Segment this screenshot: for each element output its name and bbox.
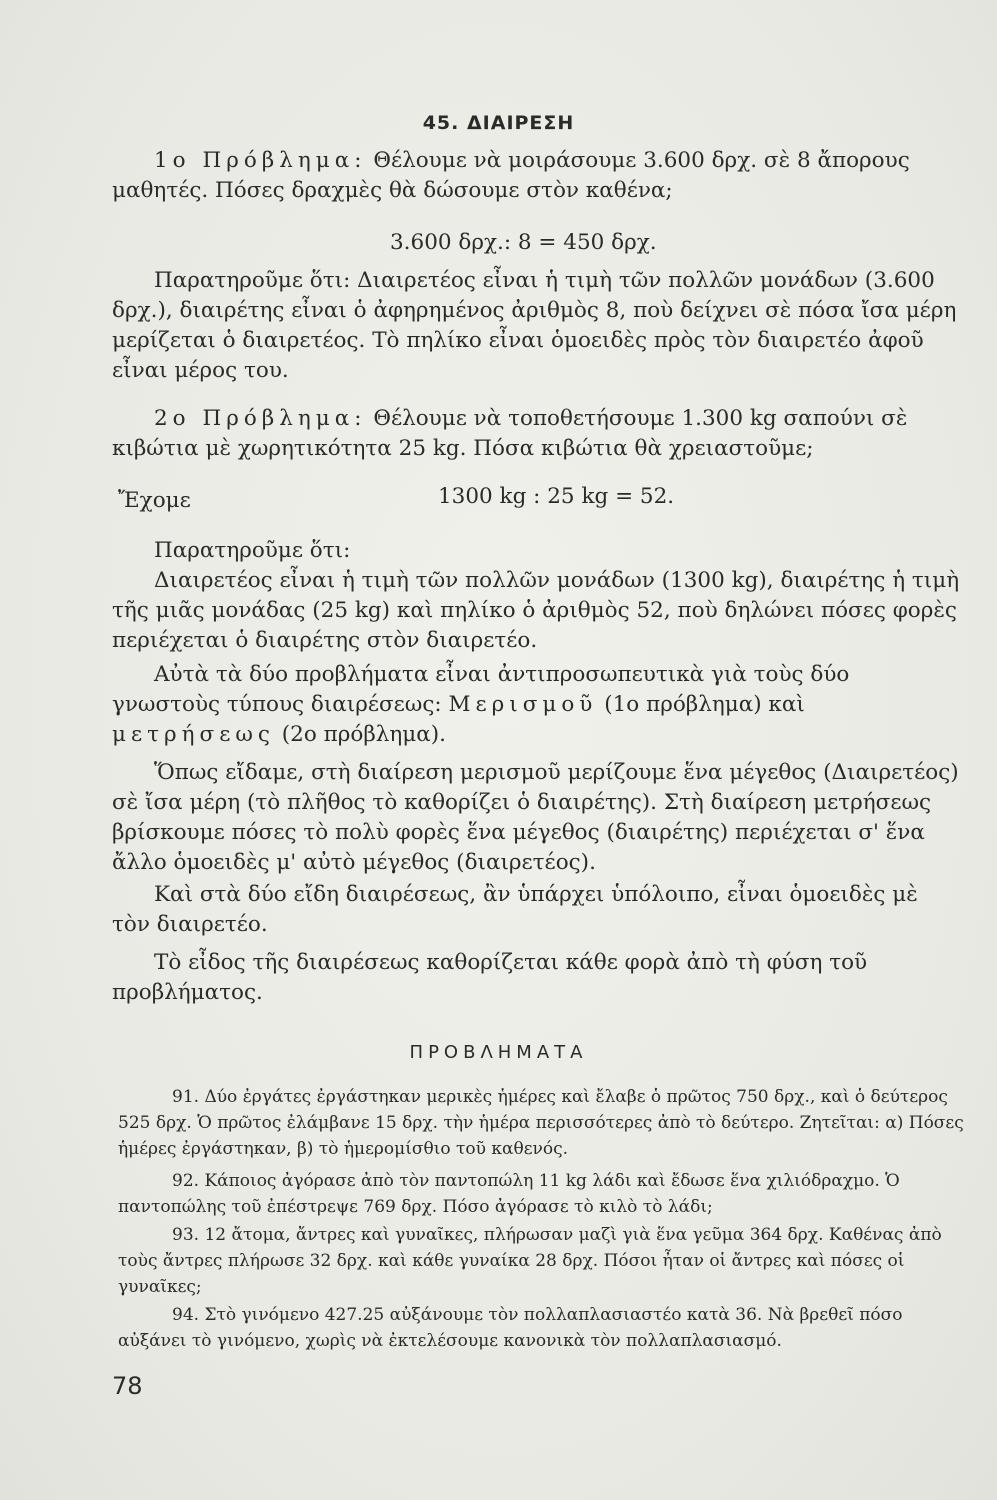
summary-text: Αὐτὰ τὰ δύο προβλήματα εἶναι ἀντιπροσωπευτικὰ γιὰ τοὺς δύο γνωστοὺς τύπους διαιρέσεως: <box>112 662 850 717</box>
page-number: 78 <box>112 1372 143 1400</box>
exercise-93: 93. 12 ἄτομα, ἄντρες καὶ γυναῖκες, πλήρωσαν μαζὶ γιὰ ἕνα γεῦμα 364 δρχ. Καθένας ἀπὸ τοὺς ἄντρες πλήρωσε 32 δρχ. καὶ κάθε γυναίκα 28 δρχ. Πόσοι ἦταν οἱ ἄντρες καὶ πόσες οἱ γυναῖκες; <box>118 1225 942 1297</box>
exercise-92: 92. Κάποιος ἀγόρασε ἀπὸ τὸν παντοπώλη 11 kg λάδι καὶ ἔδωσε ἕνα χιλιόδραχμο. Ὁ παντοπώλης τοῦ ἐπέστρεψε 769 δρχ. Πόσο ἀγόρασε τὸ κιλὸ τὸ λάδι; <box>118 1171 900 1217</box>
section-heading: 45. ΔΙΑΙΡΕΣΗ <box>422 112 575 134</box>
exercise-91: 91. Δύο ἐργάτες ἐργάστηκαν μερικὲς ἡμέρες καὶ ἔλαβε ὁ πρῶτος 750 δρχ., καὶ ὁ δεύτερος 525 δρχ. Ὁ πρῶτος ἐλάμβανε 15 δρχ. τὴν ἡμέρα περισσότερες ἀπὸ τὸ δεύτερο. Ζητεῖται: α) Πόσες ἡμέρες ἐργάστηκαν, β) τὸ ἡμερομίσθιο τοῦ καθενός. <box>118 1087 964 1159</box>
problem-2 <box>112 404 962 464</box>
problem-2-observation: Διαιρετέος εἶναι ἡ τιμὴ τῶν πολλῶν μονάδων (1300 kg), διαιρέτης ἡ τιμὴ τῆς μιᾶς μονάδας (25 kg) καὶ πηλίκο ὁ ἀριθμὸς 52, ποὺ δηλώνει πόσες φορὲς περιέχεται ὁ διαιρέτης στὸν διαιρετέο. <box>112 568 960 653</box>
summary-paragraph-1 <box>112 660 962 750</box>
term-metriseos: μετρήσεως <box>112 722 275 747</box>
problem-1-equation: 3.600 δρχ.: 8 = 450 δρχ. <box>390 230 657 255</box>
summary-paragraph-2: Ὅπως εἴδαμε, στὴ διαίρεση μερισμοῦ μερίζουμε ἕνα μέγεθος (Διαιρετέος) σὲ ἴσα μέρη (τὸ πλῆθος τὸ καθορίζει ὁ διαιρέτης). Στὴ διαίρεση μετρήσεως βρίσκουμε πόσες τὸ πολὺ φορὲς ἕνα μέγεθος (διαιρέτης) περιέχεται σ' ἕνα ἄλλο ὁμοειδὲς μ' αὐτὸ μέγεθος (διαιρετέος). <box>112 760 959 875</box>
exercise-94: 94. Στὸ γινόμενο 427.25 αὐξάνουμε τὸν πολλαπλασιαστέο κατὰ 36. Νὰ βρεθεῖ πόσο αὐξάνει τὸ γινόμενο, χωρὶς νὰ ἐκτελέσουμε κανονικὰ τὸν πολλαπλασιασμό. <box>118 1305 903 1351</box>
problems-heading: ΠΡΟΒΛΗΜΑΤΑ <box>409 1042 588 1063</box>
problem-2-have-label: Ἔχομε <box>118 488 191 513</box>
summary-text: (2ο πρόβλημα). <box>281 722 446 747</box>
term-merismou: Μερισμοῦ <box>448 692 598 717</box>
problem-1-text: Θέλουμε νὰ μοιράσουμε 3.600 δρχ. σὲ 8 ἄπορους μαθητές. Πόσες δραχμὲς θὰ δώσουμε στὸν καθένα; <box>112 148 910 203</box>
summary-text: (1ο πρόβλημα) καὶ <box>604 692 805 717</box>
problem-2-label: 2ο Πρόβλημα: <box>154 406 367 431</box>
problem-2-text: Θέλουμε νὰ τοποθετήσουμε 1.300 kg σαπούνι σὲ κιβώτια μὲ χωρητικότητα 25 kg. Πόσα κιβώτια θὰ χρειαστοῦμε; <box>112 406 908 461</box>
problem-2-equation: 1300 kg : 25 kg = 52. <box>438 484 675 509</box>
problem-1 <box>112 146 962 206</box>
summary-paragraph-4: Τὸ εἶδος τῆς διαιρέσεως καθορίζεται κάθε φορὰ ἀπὸ τὴ φύση τοῦ προβλήματος. <box>112 950 868 1005</box>
problem-1-observation: Παρατηροῦμε ὅτι: Διαιρετέος εἶναι ἡ τιμὴ τῶν πολλῶν μονάδων (3.600 δρχ.), διαιρέτης εἶναι ὁ ἀφηρημένος ἀριθμὸς 8, ποὺ δείχνει σὲ πόσα ἴσα μέρη μερίζεται ὁ διαιρετέος. Τὸ πηλίκο εἶναι ὁμοειδὲς πρὸς τὸν διαιρετέο ἀφοῦ εἶναι μέρος του. <box>112 268 957 383</box>
problem-1-label: 1ο Πρόβλημα: <box>154 148 367 173</box>
problem-2-observation-label: Παρατηροῦμε ὅτι: <box>154 538 351 563</box>
summary-paragraph-3: Καὶ στὰ δύο εἴδη διαιρέσεως, ἂν ὑπάρχει ὑπόλοιπο, εἶναι ὁμοειδὲς μὲ τὸν διαιρετέο. <box>112 882 918 937</box>
